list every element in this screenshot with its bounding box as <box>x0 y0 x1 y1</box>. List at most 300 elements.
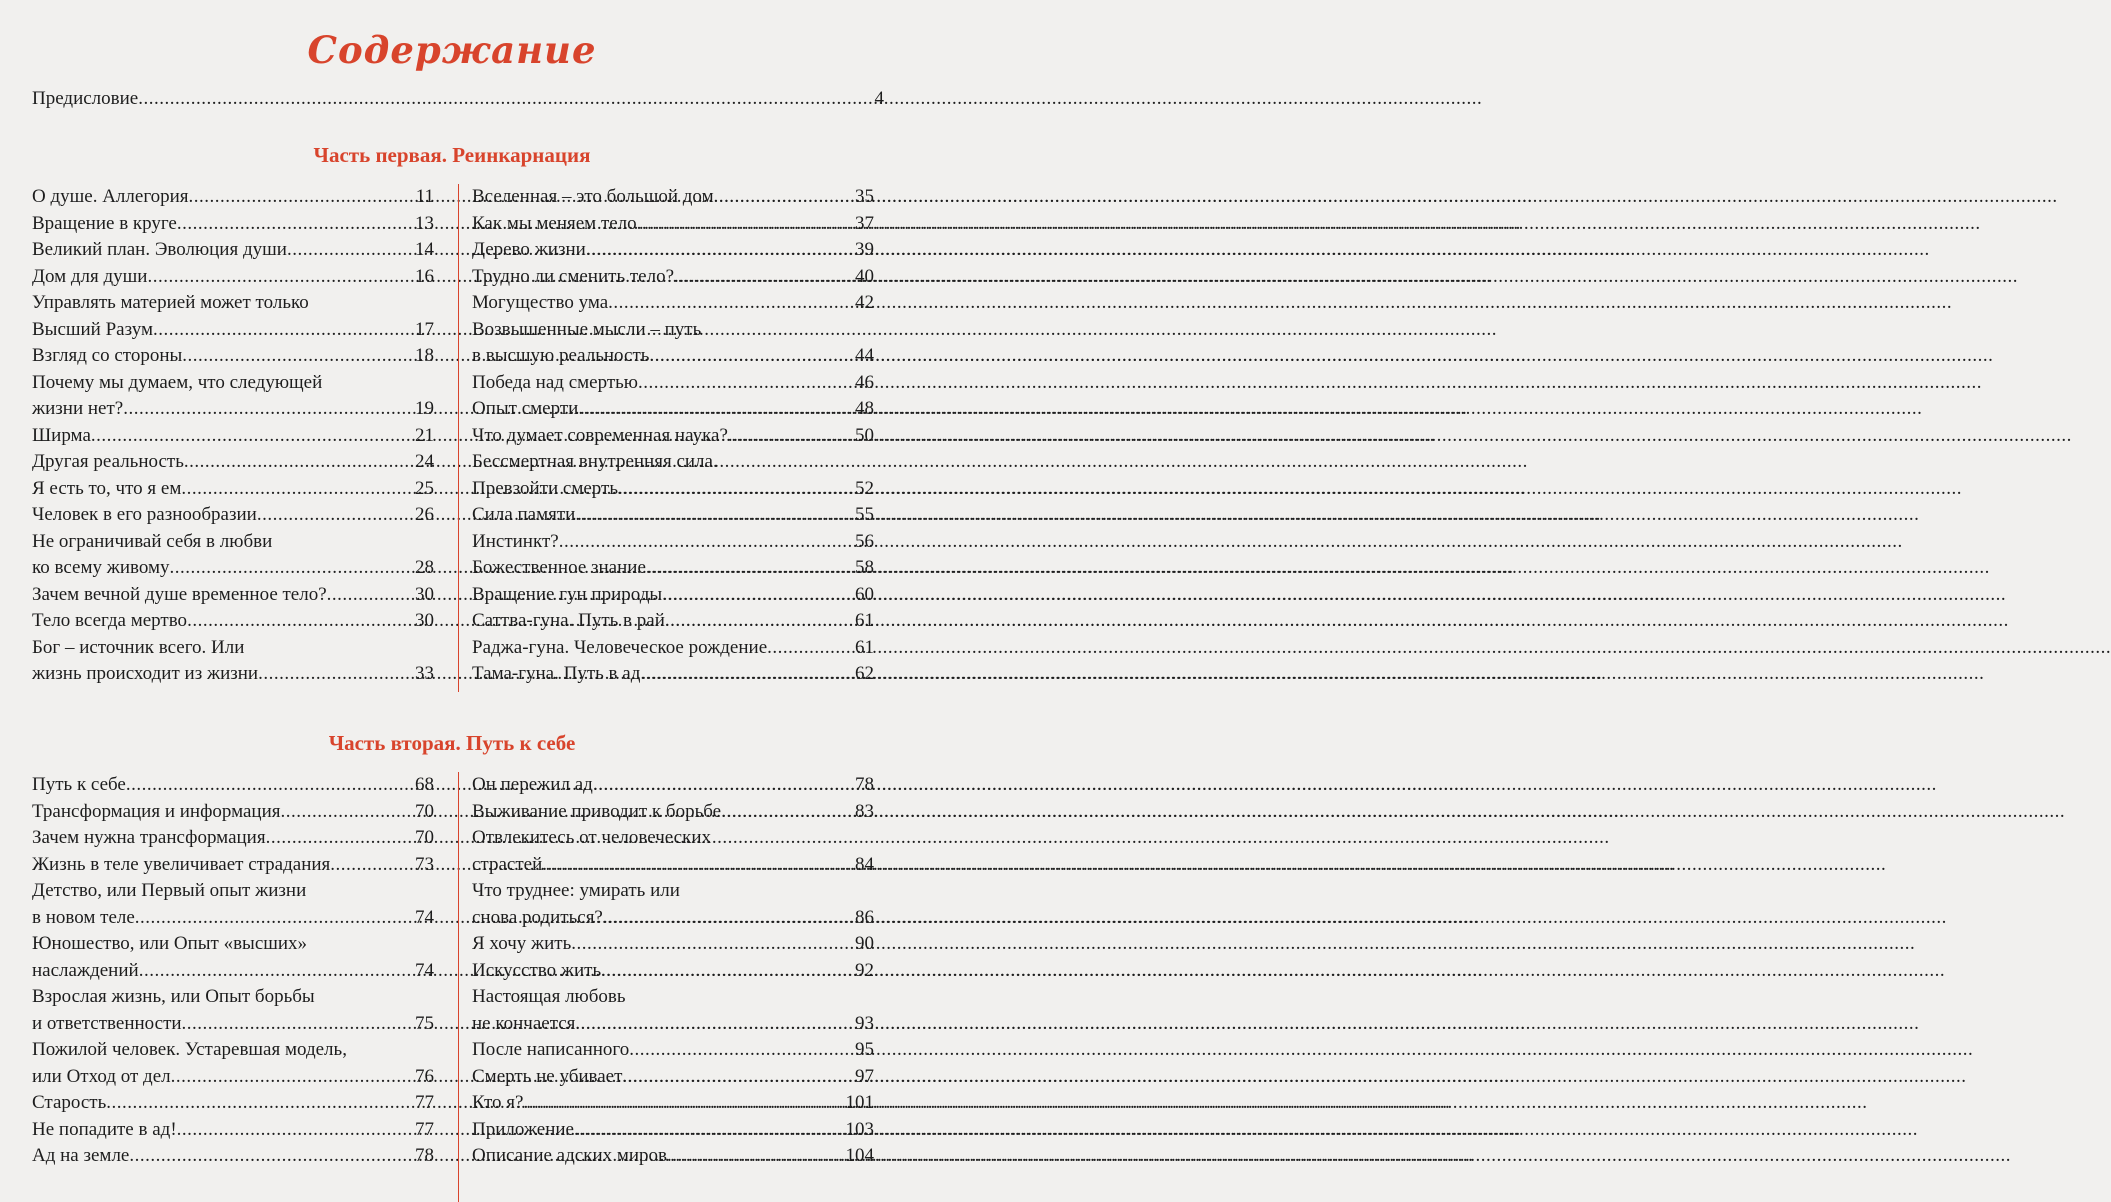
entry-page: 78 <box>415 1145 434 1166</box>
toc-entry[interactable] <box>32 237 434 264</box>
entry-title: в высшую реальность <box>472 345 650 366</box>
toc-entry[interactable] <box>472 264 874 291</box>
entry-title: жизни нет? <box>32 398 124 419</box>
entry-title: Сила памяти <box>472 504 576 525</box>
entry-title: Я есть то, что я ем <box>32 477 182 499</box>
toc-entry-line <box>32 1011 434 1038</box>
toc-entry-line <box>472 343 874 370</box>
dot-leader <box>721 799 854 826</box>
entry-page: 55 <box>855 504 874 525</box>
entry-page: 73 <box>415 853 434 875</box>
entry-title: Смерть не убивает <box>472 1065 623 1087</box>
entry-title: Вращение гун природы <box>472 583 663 605</box>
dot-leader <box>327 582 414 609</box>
toc-entry[interactable] <box>472 825 874 878</box>
toc-entry[interactable] <box>32 878 434 931</box>
entry-title: Приложение <box>472 1118 574 1140</box>
toc-entry-line <box>32 290 434 317</box>
toc-entry[interactable] <box>32 582 434 609</box>
dot-leader <box>177 1117 414 1144</box>
entry-title: Могущество ума <box>472 292 609 313</box>
dot-leader <box>91 423 414 450</box>
entry-page: 30 <box>415 610 434 631</box>
dot-leader <box>618 476 854 503</box>
dot-leader <box>189 184 415 211</box>
toc-entry[interactable] <box>32 799 434 826</box>
entry-page: 28 <box>415 557 434 578</box>
toc-entry[interactable] <box>472 1064 874 1091</box>
toc-entry[interactable] <box>32 370 434 423</box>
dot-leader <box>153 317 414 344</box>
entry-title: Инстинкт? <box>472 530 559 552</box>
entry-page: 92 <box>855 959 874 981</box>
entry-page: 19 <box>415 398 434 419</box>
toc-entry-line <box>32 1090 434 1117</box>
entry-title: Опыт смерти <box>472 398 579 419</box>
entry-title: Тама-гуна. Путь в ад <box>472 663 641 684</box>
toc-entry-line <box>32 905 434 932</box>
entry-page: 101 <box>845 1092 874 1113</box>
entry-page: 14 <box>415 239 434 260</box>
toc-entry-line <box>32 772 434 799</box>
toc-entry[interactable] <box>472 237 874 264</box>
toc-entry[interactable] <box>32 984 434 1037</box>
dot-leader <box>674 264 854 291</box>
entry-page: 13 <box>415 212 434 234</box>
entry-title: Другая реальность <box>32 451 184 472</box>
toc-entry-line <box>472 905 874 932</box>
dot-leader <box>281 799 414 826</box>
dot-leader <box>138 86 873 113</box>
toc-entry[interactable] <box>32 476 434 503</box>
toc-entry-line <box>472 476 874 503</box>
entry-page: 93 <box>855 1012 874 1034</box>
entry-title: Взгляд со стороны <box>32 345 183 366</box>
entry-page: 68 <box>415 774 434 795</box>
entry-page: 40 <box>855 265 874 287</box>
entry-title: Искусство жить <box>472 959 602 981</box>
toc-entry-line <box>472 958 874 985</box>
entry-title: Трудно ли сменить тело? <box>472 265 675 287</box>
entry-title: Как мы меняем тело <box>472 212 637 234</box>
entry-page: 97 <box>855 1065 874 1087</box>
toc-entry-line <box>32 317 434 344</box>
dot-leader <box>640 661 854 688</box>
entry-title: Жизнь в теле увеличивает страдания <box>32 853 331 875</box>
part-heading: Часть вторая. Путь к себе <box>328 731 576 755</box>
column-divider <box>458 772 459 1202</box>
toc-entry-line <box>472 529 874 556</box>
dot-leader <box>714 184 854 211</box>
toc-entry-line <box>472 772 874 799</box>
toc-entry-line <box>32 1143 434 1170</box>
toc-entry[interactable] <box>32 1037 434 1090</box>
toc-entry-line <box>472 211 874 238</box>
toc-entry-line <box>32 449 434 476</box>
entry-page: 104 <box>845 1145 874 1166</box>
toc-entry-line <box>472 931 874 958</box>
entry-title: страстей <box>472 853 543 875</box>
toc-entry[interactable] <box>472 878 874 931</box>
entry-page: 48 <box>855 398 874 419</box>
part-heading: Часть первая. Реинкарнация <box>313 143 591 167</box>
entry-title: О душе. Аллегория <box>32 186 189 207</box>
dot-leader <box>578 396 854 423</box>
toc-entry-line <box>32 502 434 529</box>
entry-page: 37 <box>855 212 874 234</box>
entry-page: 17 <box>415 318 434 340</box>
entry-title: Управлять материей может только <box>32 292 309 313</box>
toc-entry[interactable] <box>32 772 434 799</box>
entry-title: Настоящая любовь <box>472 986 626 1007</box>
entry-title: Высший Разум <box>32 318 153 340</box>
toc-entry-line <box>32 211 434 238</box>
toc-entry[interactable] <box>472 958 874 985</box>
toc-entry[interactable] <box>472 772 874 799</box>
toc-entry[interactable] <box>472 423 874 450</box>
toc-entry[interactable] <box>32 529 434 582</box>
toc-entry-line <box>472 1090 874 1117</box>
dot-leader <box>287 237 414 264</box>
entry-title: Вращение в круге <box>32 212 177 234</box>
dot-leader <box>622 1064 854 1091</box>
dot-leader <box>181 476 414 503</box>
entry-title: Я хочу жить <box>472 933 572 954</box>
toc-entry[interactable] <box>472 608 874 635</box>
entry-page: 75 <box>415 1012 434 1034</box>
toc-entry-line <box>472 264 874 291</box>
toc-entry-line <box>32 423 434 450</box>
toc-entry-line <box>472 878 874 905</box>
entry-title: Вселенная – это большой дом <box>472 186 714 207</box>
entry-page: 84 <box>855 853 874 875</box>
toc-entry[interactable] <box>32 635 434 688</box>
toc-entry-line <box>472 799 874 826</box>
dot-leader <box>593 772 854 799</box>
toc-entry-line <box>472 449 874 476</box>
entry-page: 42 <box>855 292 874 313</box>
toc-entry-line <box>32 184 434 211</box>
entry-title: Победа над смертью <box>472 371 638 393</box>
toc-column-left <box>32 772 434 1170</box>
toc-entry[interactable] <box>32 211 434 238</box>
entry-page: 83 <box>855 800 874 822</box>
entry-title: Саттва-гуна. Путь в рай <box>472 610 665 631</box>
toc-entry-line <box>472 1064 874 1091</box>
toc-entry[interactable] <box>32 1090 434 1117</box>
toc-column-right <box>472 772 874 1170</box>
entry-page: 39 <box>855 239 874 260</box>
toc-entry-line <box>32 635 434 662</box>
toc-entry-line <box>32 984 434 1011</box>
dot-leader <box>135 905 414 932</box>
entry-title: Превзойти смерть <box>472 477 619 499</box>
toc-entry[interactable] <box>472 1037 874 1064</box>
dot-leader <box>184 449 414 476</box>
entry-title: Не попадите в ад! <box>32 1118 177 1140</box>
dot-leader <box>603 905 854 932</box>
entry-title: Бессмертная внутренняя сила. <box>472 451 718 472</box>
entry-title: и ответственности <box>32 1012 182 1034</box>
toc-column-left <box>32 184 434 688</box>
dot-leader <box>330 852 414 879</box>
entry-title: Зачем нужна трансформация <box>32 827 266 848</box>
toc-entry[interactable] <box>32 931 434 984</box>
entry-title: Выживание приводит к борьбе <box>472 800 722 822</box>
entry-title: Трансформация и информация <box>32 800 281 822</box>
entry-title: или Отход от дел <box>32 1065 171 1087</box>
toc-entry-line <box>32 852 434 879</box>
entry-title: Возвышенные мысли – путь <box>472 318 702 340</box>
dot-leader <box>177 211 414 238</box>
entry-page: 11 <box>415 186 434 207</box>
entry-title: Отвлекитесь от человеческих <box>472 827 712 848</box>
entry-title: Юношество, или Опыт «высших» <box>32 933 308 954</box>
toc-entry-line <box>472 555 874 582</box>
toc-entry-line <box>472 1037 874 1064</box>
toc-entry[interactable] <box>32 290 434 343</box>
toc-entry[interactable] <box>472 1090 874 1117</box>
dot-leader <box>649 343 854 370</box>
dot-leader <box>266 825 414 852</box>
entry-page: 24 <box>415 451 434 472</box>
dot-leader <box>575 1011 854 1038</box>
toc-entry[interactable] <box>472 211 874 238</box>
toc-entry[interactable] <box>472 184 874 211</box>
entry-title: Бог – источник всего. Или <box>32 636 245 658</box>
dot-leader <box>542 852 854 879</box>
entry-title: жизнь происходит из жизни <box>32 663 259 684</box>
toc-entry-line <box>472 608 874 635</box>
entry-page: 62 <box>855 663 874 684</box>
dot-leader <box>575 502 854 529</box>
toc-entry[interactable] <box>472 529 874 556</box>
toc-column-right <box>472 184 874 688</box>
entry-title: Раджа-гуна. Человеческое рождение <box>472 636 768 658</box>
toc-entry-line <box>32 1064 434 1091</box>
dot-leader <box>170 555 414 582</box>
entry-title: Зачем вечной душе временное тело? <box>32 583 327 605</box>
toc-entry[interactable] <box>32 264 434 291</box>
dot-leader <box>662 582 854 609</box>
entry-page: 86 <box>855 906 874 928</box>
toc-entry-line <box>32 878 434 905</box>
entry-page: 16 <box>415 265 434 287</box>
toc-entry-line <box>472 290 874 317</box>
entry-page: 52 <box>855 477 874 499</box>
entry-page: 35 <box>855 186 874 207</box>
entry-page: 70 <box>415 827 434 848</box>
toc-entry-line <box>472 502 874 529</box>
toc-entry[interactable] <box>32 502 434 529</box>
entry-title: Путь к себе <box>32 774 126 795</box>
toc-entry[interactable] <box>472 582 874 609</box>
entry-title: Детство, или Первый опыт жизни <box>32 880 307 901</box>
entry-page: 74 <box>415 959 434 981</box>
toc-entry-line <box>32 825 434 852</box>
dot-leader <box>608 290 854 317</box>
entry-page: 90 <box>855 933 874 954</box>
entry-title: Предисловие <box>32 88 139 109</box>
entry-title: в новом теле <box>32 906 135 928</box>
toc-entry-line <box>472 370 874 397</box>
page-title: Содержание <box>307 28 597 72</box>
toc-entry[interactable] <box>32 1143 434 1170</box>
toc-entry-line <box>472 661 874 688</box>
entry-title: Почему мы думаем, что следующей <box>32 371 323 393</box>
toc-entry-line <box>472 825 874 852</box>
dot-leader <box>147 264 414 291</box>
toc-entry-line <box>32 1037 434 1064</box>
toc-entry[interactable] <box>472 290 874 317</box>
toc-entry-line <box>472 1117 874 1144</box>
toc-entry-line <box>32 396 434 423</box>
dot-leader <box>629 1037 854 1064</box>
entry-page: 4 <box>874 88 884 109</box>
dot-leader <box>187 608 414 635</box>
toc-entry-line <box>472 1143 874 1170</box>
entry-title: Ад на земле <box>32 1145 130 1166</box>
toc-entry-line <box>32 799 434 826</box>
toc-entry-line <box>32 237 434 264</box>
toc-entry[interactable] <box>32 608 434 635</box>
entry-page: 18 <box>415 345 434 366</box>
toc-entry[interactable] <box>472 1143 874 1170</box>
entry-title: Великий план. Эволюция души <box>32 239 287 260</box>
entry-title: ко всему живому <box>32 557 170 578</box>
entry-title: После написанного <box>472 1039 630 1060</box>
entry-page: 56 <box>855 530 874 552</box>
entry-title: Что думает современная наука? <box>472 424 728 446</box>
entry-page: 21 <box>415 424 434 446</box>
dot-leader <box>646 555 854 582</box>
toc-entry-line <box>32 476 434 503</box>
toc-entry-line <box>32 958 434 985</box>
toc-entry[interactable] <box>472 931 874 958</box>
entry-title: Он пережил ад <box>472 774 593 795</box>
toc-entry-line <box>32 931 434 958</box>
toc-entry[interactable] <box>472 449 874 502</box>
dot-leader <box>767 635 854 662</box>
entry-page: 77 <box>415 1118 434 1140</box>
entry-page: 70 <box>415 800 434 822</box>
entry-page: 25 <box>415 477 434 499</box>
entry-title: Описание адских миров <box>472 1145 668 1166</box>
entry-title: наслаждений <box>32 959 139 981</box>
dot-leader <box>601 958 854 985</box>
toc-entry-line <box>472 237 874 264</box>
toc-entry[interactable] <box>472 984 874 1037</box>
entry-page: 58 <box>855 557 874 578</box>
entry-page: 60 <box>855 583 874 605</box>
dot-leader <box>665 608 854 635</box>
dot-leader <box>667 1143 844 1170</box>
toc-entry-line <box>472 184 874 211</box>
toc-entry-line <box>472 852 874 879</box>
entry-title: Пожилой человек. Устаревшая модель, <box>32 1039 347 1060</box>
toc-entry-line <box>32 1117 434 1144</box>
entry-title: Дом для души <box>32 265 148 287</box>
entry-page: 26 <box>415 504 434 525</box>
toc-entry-line <box>472 635 874 662</box>
dot-leader <box>129 1143 414 1170</box>
dot-leader <box>571 931 854 958</box>
toc-entry[interactable] <box>32 1117 434 1144</box>
toc-entry[interactable] <box>32 184 434 211</box>
dot-leader <box>574 1117 845 1144</box>
entry-title: Кто я? <box>472 1092 524 1113</box>
entry-title: снова родиться? <box>472 906 603 928</box>
dot-leader <box>123 396 414 423</box>
column-divider <box>458 184 459 692</box>
entry-page: 33 <box>415 663 434 684</box>
toc-entry[interactable] <box>32 343 434 370</box>
toc-entry-line <box>472 1011 874 1038</box>
toc-entry[interactable] <box>472 635 874 662</box>
dot-leader <box>586 237 854 264</box>
toc-entry[interactable] <box>472 1117 874 1144</box>
toc-entry[interactable] <box>32 852 434 879</box>
toc-entry[interactable] <box>32 825 434 852</box>
dot-leader <box>139 958 414 985</box>
entry-page: 95 <box>855 1039 874 1060</box>
toc-entry[interactable] <box>472 661 874 688</box>
toc-entry-line <box>32 370 434 397</box>
toc-entry[interactable] <box>472 502 874 529</box>
entry-page: 103 <box>845 1118 874 1140</box>
toc-page <box>0 0 904 1200</box>
toc-entry-line <box>32 343 434 370</box>
toc-entry[interactable] <box>472 317 874 370</box>
toc-entry[interactable] <box>472 396 874 423</box>
entry-title: Старость <box>32 1092 107 1113</box>
toc-entry[interactable] <box>32 449 434 476</box>
toc-entry-line <box>472 582 874 609</box>
dot-leader <box>182 1011 414 1038</box>
toc-entry[interactable] <box>472 370 874 397</box>
toc-entry[interactable] <box>472 555 874 582</box>
toc-entry-line <box>32 608 434 635</box>
toc-entry-line <box>472 984 874 1011</box>
entry-title: Тело всегда мертво <box>32 610 188 631</box>
dot-leader <box>257 502 414 529</box>
toc-entry-line <box>32 529 434 556</box>
entry-page: 46 <box>855 371 874 393</box>
entry-page: 50 <box>855 424 874 446</box>
toc-entry[interactable] <box>32 423 434 450</box>
toc-entry-preface[interactable] <box>32 86 884 113</box>
dot-leader <box>728 423 854 450</box>
dot-leader <box>182 343 414 370</box>
toc-entry-line <box>32 555 434 582</box>
entry-page: 77 <box>415 1092 434 1113</box>
dot-leader <box>171 1064 414 1091</box>
toc-entry[interactable] <box>472 799 874 826</box>
entry-title: Взрослая жизнь, или Опыт борьбы <box>32 986 315 1007</box>
toc-entry-line <box>472 396 874 423</box>
dot-leader <box>638 370 854 397</box>
entry-title: не кончается <box>472 1012 576 1034</box>
entry-page: 30 <box>415 583 434 605</box>
entry-page: 74 <box>415 906 434 928</box>
toc-entry-line <box>472 317 874 344</box>
entry-title: Ширма <box>32 424 91 446</box>
entry-page: 61 <box>855 610 874 631</box>
entry-page: 76 <box>415 1065 434 1087</box>
entry-title: Дерево жизни <box>472 239 586 260</box>
dot-leader <box>559 529 854 556</box>
dot-leader <box>258 661 414 688</box>
